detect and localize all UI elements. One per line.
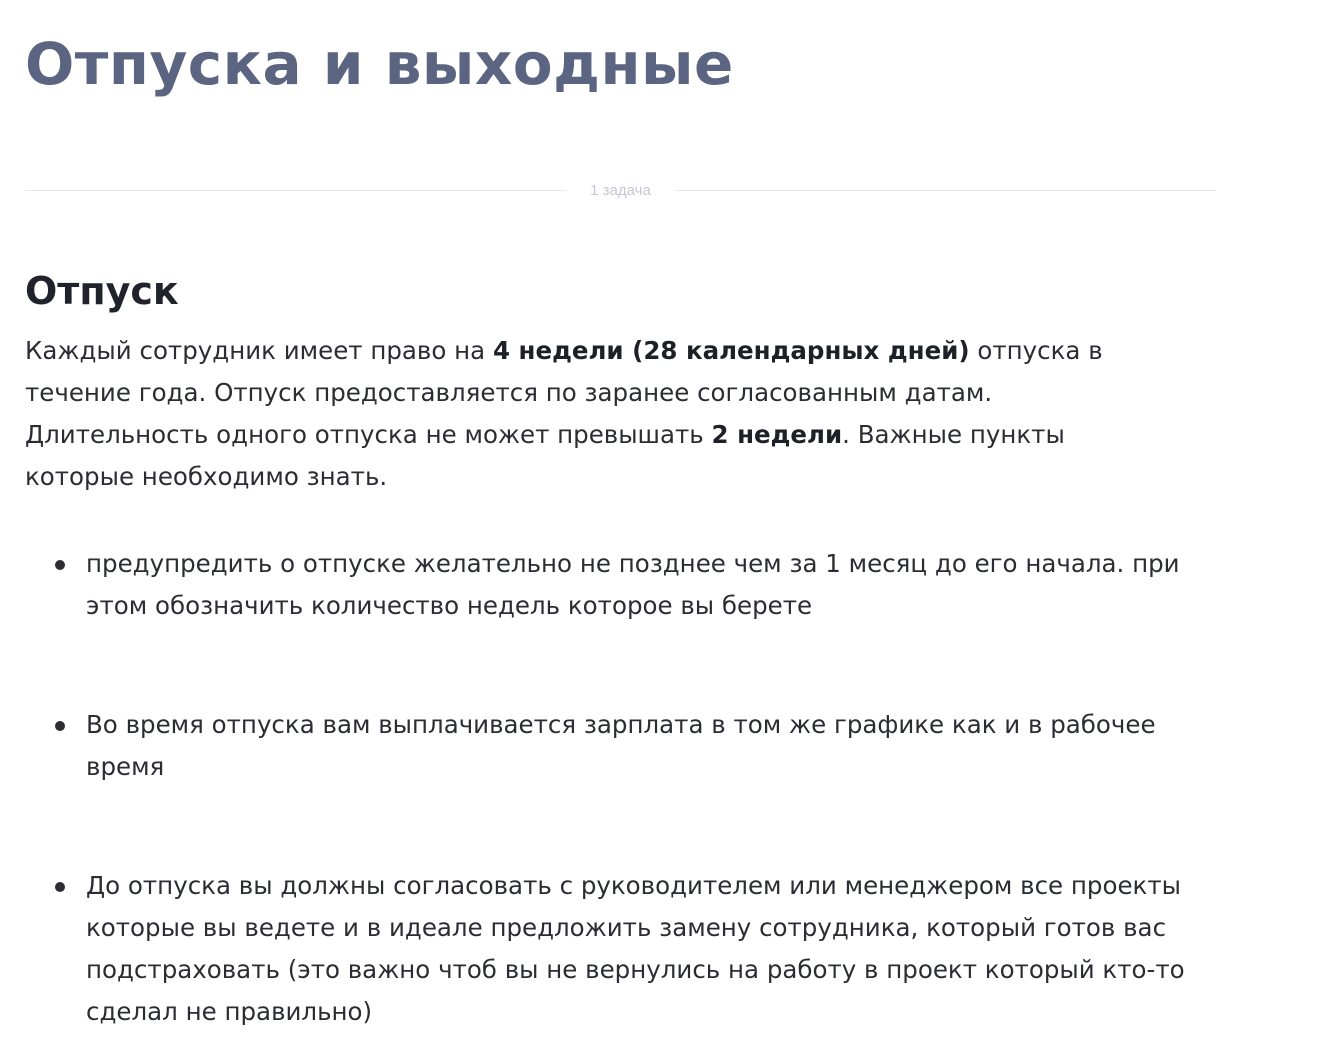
bullet-icon (55, 721, 65, 731)
task-count-label: 1 задача (590, 181, 651, 199)
divider-line-left (25, 190, 566, 191)
intro-text-2: отпуска в течение года. Отпуск предоставляется по заранее согласованным датам. Длительность одного отпуска не может превышать (25, 336, 1103, 449)
intro-bold-max-duration: 2 недели (711, 420, 843, 449)
divider-line-right (675, 190, 1216, 191)
intro-text-1: Каждый сотрудник имеет право на (25, 336, 493, 365)
bullet-icon (55, 882, 65, 892)
intro-text-3: . Важные пункты которые необходимо знать. (25, 420, 1065, 491)
page-title: Отпуска и выходные (25, 30, 734, 98)
section-title: Отпуск (25, 269, 179, 313)
bullet-icon (55, 560, 65, 570)
task-divider (25, 178, 1216, 202)
list-item-text: До отпуска вы должны согласовать с руководителем или менеджером все проекты которые вы ведете и в идеале предложить замену сотрудника, который готов вас подстраховать (это важно чтоб вы не вернулись на работу в проект который кто-то сделал не правильно) (86, 871, 1185, 1026)
intro-paragraph (25, 330, 1165, 498)
intro-bold-vacation-length: 4 недели (28 календарных дней) (492, 336, 970, 365)
list-item-text: предупредить о отпуске желательно не позднее чем за 1 месяц до его начала. при этом обозначить количество недель которое вы берете (86, 549, 1180, 620)
list-item-text: Во время отпуска вам выплачивается зарплата в том же графике как и в рабочее время (86, 710, 1156, 781)
